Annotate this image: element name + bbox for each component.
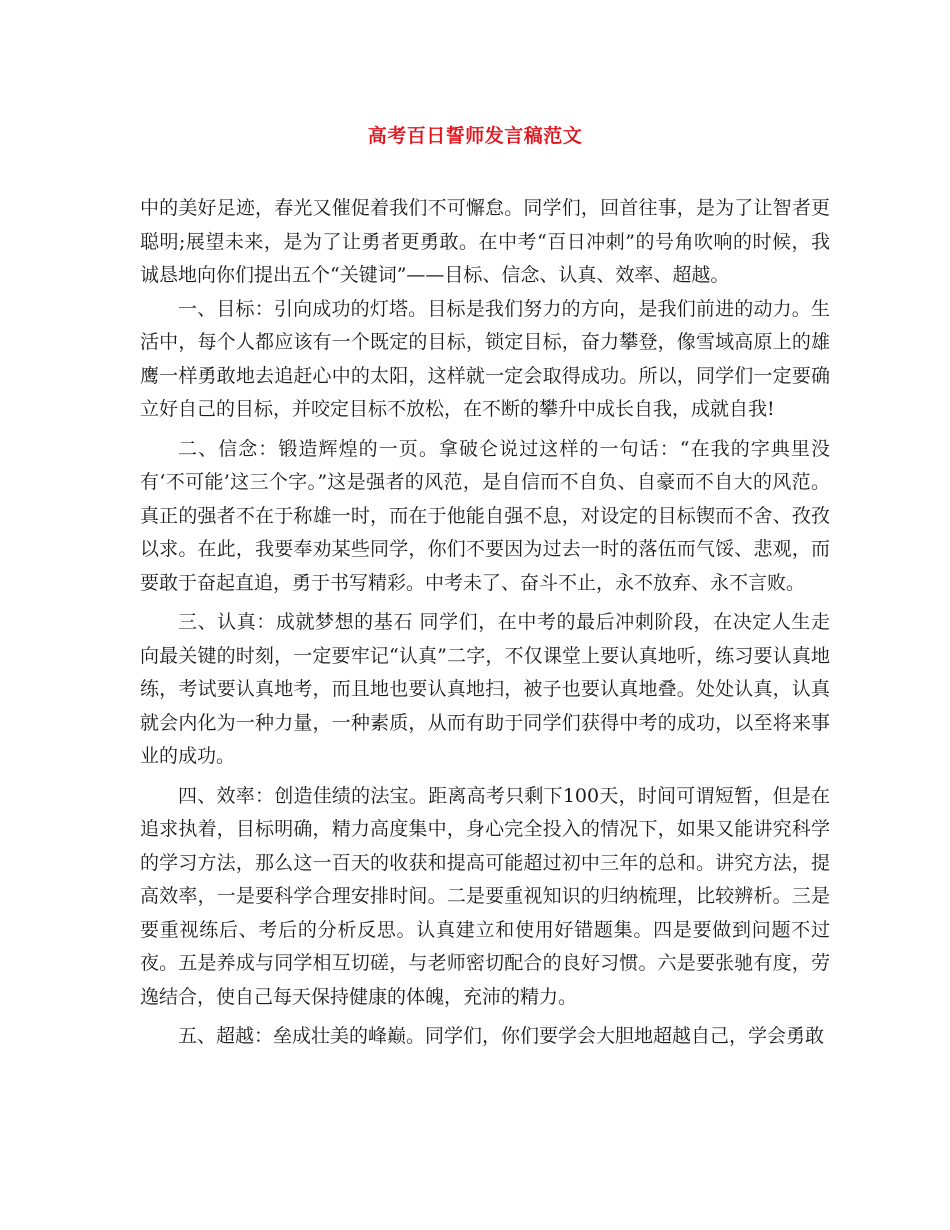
paragraph-efficiency: 四、效率：创造佳绩的法宝。距离高考只剩下100天，时间可谓短暂，但是在追求执着，目标明确，精力高度集中，身心完全投入的情况下，如果又能讲究科学的学习方法，那么这一百天的收获和提高可能超过初中三年的总和。讲究方法，提高效率，一是要科学合理安排时间。二是要重视知识的归纳梳理，比较辨析。三是要重视练后、考后的分析反思。认真建立和使用好错题集。四是要做到问题不过夜。五是养成与同学相互切磋，与老师密切配合的良好习惯。六是要张驰有度，劳逸结合，使自己每天保持健康的体魄，充沛的精力。 <box>140 784 830 1008</box>
document-title: 高考百日誓师发言稿范文 <box>367 125 583 147</box>
paragraph-surpass: 五、超越：垒成壮美的峰巅。同学们，你们要学会大胆地超越自己，学会勇敢 <box>178 1025 825 1047</box>
document-body <box>140 192 830 1054</box>
paragraph-belief: 二、信念：锻造辉煌的一页。拿破仑说过这样的一句话：“在我的字典里没有‘不可能’这三个字。”这是强者的风范，是自信而不自负、自豪而不自大的风范。真正的强者不在于称雄一时，而在于他能自强不息，对设定的目标锲而不舍、孜孜以求。在此，我要奉劝某些同学，你们不要因为过去一时的落伍而气馁、悲观，而要敢于奋起直追，勇于书写精彩。中考未了、奋斗不止，永不放弃、永不言败。 <box>140 437 830 594</box>
paragraph-diligence: 三、认真：成就梦想的基石 同学们，在中考的最后冲刺阶段，在决定人生走向最关键的时刻，一定要牢记“认真”二字，不仅课堂上要认真地听，练习要认真地练，考试要认真地考，而且地也要认真地扫，被子也要认真地叠。处处认真，认真就会内化为一种力量，一种素质，从而有助于同学们获得中考的成功，以至将来事业的成功。 <box>140 611 830 767</box>
paragraph-intro: 中的美好足迹，春光又催促着我们不可懈怠。同学们，回首往事，是为了让智者更聪明;展望未来，是为了让勇者更勇敢。在中考“百日冲刺”的号角吹响的时候，我诚恳地向你们提出五个“关键词”——目标、信念、认真、效率、超越。 <box>140 197 830 286</box>
paragraph-goal: 一、目标：引向成功的灯塔。目标是我们努力的方向，是我们前进的动力。生活中，每个人都应该有一个既定的目标，锁定目标，奋力攀登，像雪域高原上的雄鹰一样勇敢地去追赶心中的太阳，这样就一定会取得成功。所以，同学们一定要确立好自己的目标，并咬定目标不放松，在不断的攀升中成长自我，成就自我! <box>140 297 830 420</box>
